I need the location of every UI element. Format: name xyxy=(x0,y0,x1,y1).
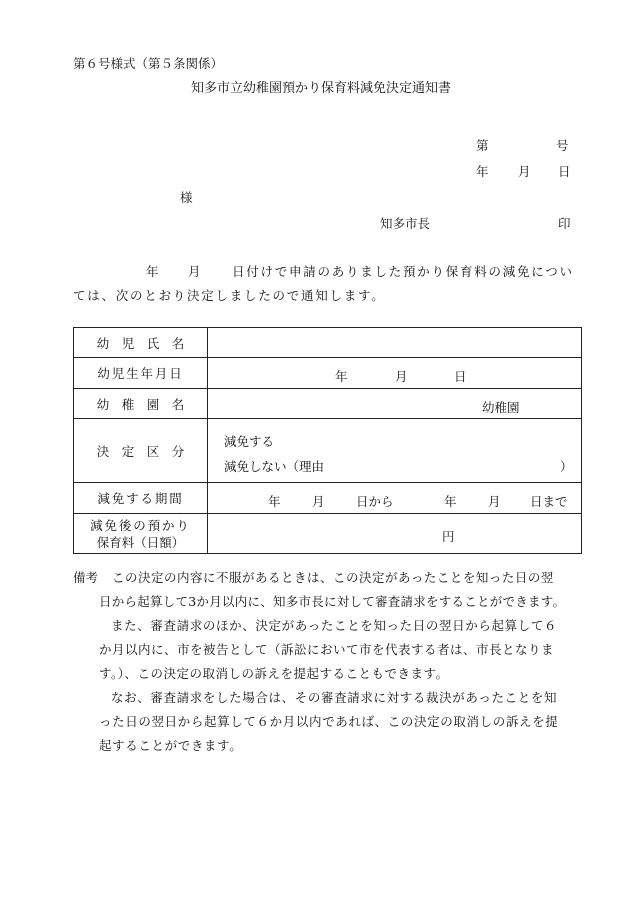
date-month: 月 xyxy=(518,164,531,179)
option-approve[interactable]: 減免する xyxy=(224,434,275,449)
field-decision[interactable] xyxy=(208,419,582,483)
row-decision xyxy=(74,419,582,483)
remarks-line-7: った日の翌日から起算して６か月以内であれば、この決定の取消しの訴えを提 xyxy=(99,714,559,729)
field-kindergarten[interactable] xyxy=(208,389,582,419)
addressee-suffix: 様 xyxy=(180,190,193,205)
period-to-month: 月 xyxy=(488,494,501,509)
remarks-line-2: 日から起算して3か月以内に、知多市長に対して審査請求をすることができます。 xyxy=(99,594,566,609)
remarks-line-8: 起することができます。 xyxy=(99,738,243,753)
birth-day: 日 xyxy=(454,369,467,384)
field-child-name[interactable] xyxy=(208,328,582,358)
issuer-name: 知多市長 xyxy=(380,216,431,231)
date-year: 年 xyxy=(476,164,489,179)
birth-year: 年 xyxy=(335,369,348,384)
label-kindergarten: 幼 稚 園 名 xyxy=(74,389,208,419)
fee-unit: 円 xyxy=(442,529,455,544)
label-birthdate: 幼児生年月日 xyxy=(74,358,208,389)
remarks-section xyxy=(73,566,613,758)
row-birthdate xyxy=(74,358,582,389)
number-suffix: 号 xyxy=(556,138,569,153)
remarks-line-6: なお、審査請求をした場合は、その審査請求に対する裁決があったことを知 xyxy=(111,690,558,705)
document-title: 知多市立幼稚園預かり保育料減免決定通知書 xyxy=(191,81,452,96)
row-kindergarten xyxy=(74,389,582,419)
row-child-name xyxy=(74,328,582,358)
remarks-head: 備考 xyxy=(73,570,99,585)
period-from-day: 日から xyxy=(356,494,394,509)
remarks-line-4: か月以内に、市を被告として（訴訟において市を代表する者は、市長となりま xyxy=(99,642,555,657)
form-number: 第６号様式（第５条関係） xyxy=(73,56,224,71)
row-fee xyxy=(74,514,582,554)
birth-month: 月 xyxy=(395,369,408,384)
period-from-month: 月 xyxy=(312,494,325,509)
period-to-day: 日まで xyxy=(530,494,568,509)
label-child-name: 幼 児 氏 名 xyxy=(74,328,208,358)
reason-close-paren: ） xyxy=(560,459,573,474)
intro-year: 年 xyxy=(146,264,161,279)
row-period xyxy=(74,483,582,514)
form-table xyxy=(73,327,582,554)
label-decision: 決 定 区 分 xyxy=(74,419,208,483)
intro-month: 月 xyxy=(188,264,203,279)
remarks-line-5: す。）、この決定の取消しの訴えを提起することもできます。 xyxy=(99,666,449,681)
seal-mark: 印 xyxy=(558,216,571,231)
intro-line-2: ては、次のとおり決定しましたので通知します。 xyxy=(73,288,386,303)
field-birthdate[interactable] xyxy=(208,358,582,389)
field-period[interactable] xyxy=(208,483,582,514)
remarks-line-3: また、審査請求のほか、決定があったことを知った日の翌日から起算して６ xyxy=(111,618,558,633)
label-period: 減免する期間 xyxy=(74,483,208,514)
date-day: 日 xyxy=(558,164,571,179)
kindergarten-suffix: 幼稚園 xyxy=(482,400,520,415)
number-prefix: 第 xyxy=(476,138,489,153)
field-fee[interactable] xyxy=(208,514,582,554)
period-from-year: 年 xyxy=(268,494,281,509)
intro-line-1: 日付けで申請のありました預かり保育料の減免につい xyxy=(232,264,574,279)
label-fee: 減免後の預かり 保育料（日額） xyxy=(74,514,208,554)
option-deny[interactable]: 減免しない（理由 xyxy=(224,459,325,474)
period-to-year: 年 xyxy=(444,494,457,509)
remarks-line-1: 備考 この決定の内容に不服があるときは、この決定があったことを知った日の翌 xyxy=(73,570,554,585)
